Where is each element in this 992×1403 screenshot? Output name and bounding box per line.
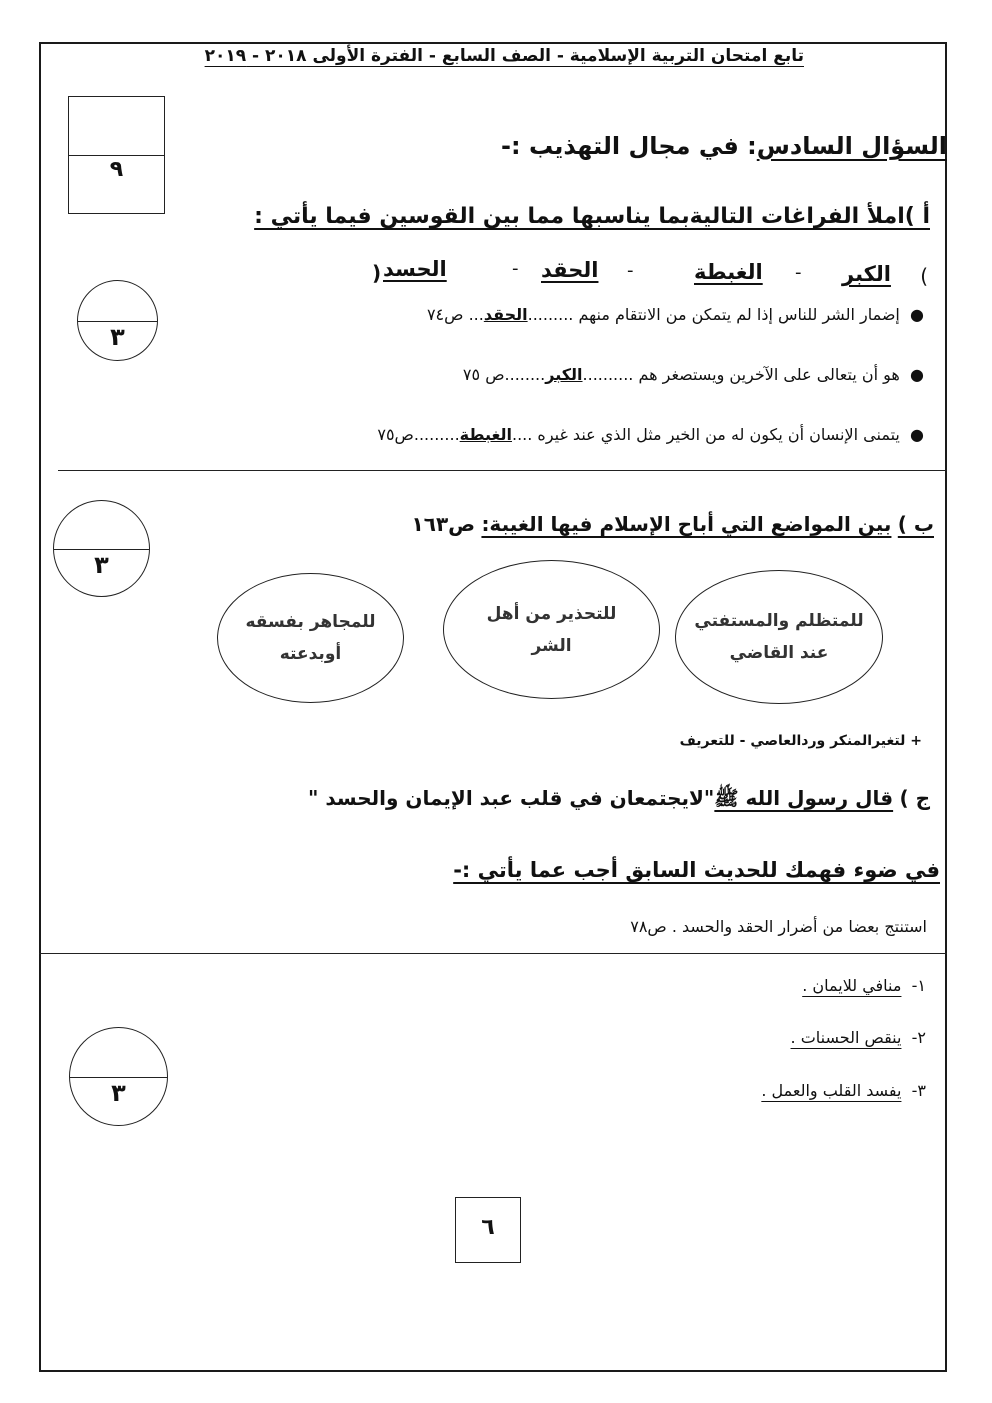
- part-b-score-circle: ٣: [53, 500, 150, 597]
- word-close: ): [372, 261, 382, 285]
- answer-oval-3: للمجاهر بفسقه أوبدعته: [217, 573, 404, 703]
- question-title: السؤال السادس: في مجال التهذيب :-: [501, 132, 947, 160]
- fill-item-1: ● إضمار الشر للناس إذا لم يتمكن من الانتقام منهم .........الحقد... ص٧٤: [426, 305, 924, 324]
- total-score-box: [68, 96, 165, 214]
- separator-3: -: [512, 258, 519, 279]
- page-header: تابع امتحان التربية الإسلامية - الصف السابع - الفترة الأولى ٢٠١٨ - ٢٠١٩: [204, 46, 804, 66]
- answer-oval-2: للتحذير من أهل الشر: [443, 560, 660, 699]
- divider-line-1: [58, 470, 947, 471]
- fill-item-3: ● يتمنى الإنسان أن يكون له من الخير مثل الذي عند غيره ....الغبطة.........ص٧٥: [377, 425, 924, 444]
- part-c-prompt: في ضوء فهمك للحديث السابق أجب عما يأتي :-: [453, 858, 940, 882]
- total-score-value: ٩: [109, 157, 124, 183]
- fill-item-2: ● هو أن يتعالى على الآخرين ويستصغر هم ..........الكبر........ص ٧٥: [462, 365, 924, 384]
- word-option-3: الحقد: [541, 258, 599, 282]
- divider-line-2: [39, 953, 947, 954]
- answer-oval-1: للمتظلم والمستفتي عند القاضي: [675, 570, 883, 704]
- part-b-instruction: ب ) بين المواضع التي أباح الإسلام فيها الغيبة: ص١٦٣: [411, 512, 934, 536]
- page-frame: [39, 42, 947, 1372]
- hadith-line: ج ) قال رسول الله ﷺ"لايجتمعان في قلب عبد الإيمان والحسد ": [307, 786, 930, 810]
- open-paren: (: [920, 264, 928, 288]
- answer-item-2: ٢- ينقص الحسنات .: [790, 1028, 926, 1047]
- part-b-extra: + لتغيرالمنكر وردالعاصي - للتعريف: [679, 733, 922, 749]
- page-number-box: ٦: [455, 1197, 521, 1263]
- word-option-1: الكبر: [842, 262, 891, 286]
- word-option-4: الحسد: [383, 257, 447, 281]
- answer-item-3: ٣- يفسد القلب والعمل .: [761, 1081, 926, 1100]
- part-a-score-circle: ٣: [77, 280, 158, 361]
- word-option-2: الغبطة: [694, 260, 763, 284]
- part-c-score-circle: ٣: [69, 1027, 168, 1126]
- separator-1: -: [795, 262, 802, 283]
- part-a-instruction: أ )املأ الفراغات التاليةبما يناسبها مما بين القوسين فيما يأتي :: [254, 204, 930, 229]
- answer-item-1: ١- منافي للايمان .: [802, 976, 926, 995]
- separator-2: -: [627, 260, 634, 281]
- part-c-question: استنتج بعضا من أضرار الحقد والحسد . ص٧٨: [630, 917, 927, 936]
